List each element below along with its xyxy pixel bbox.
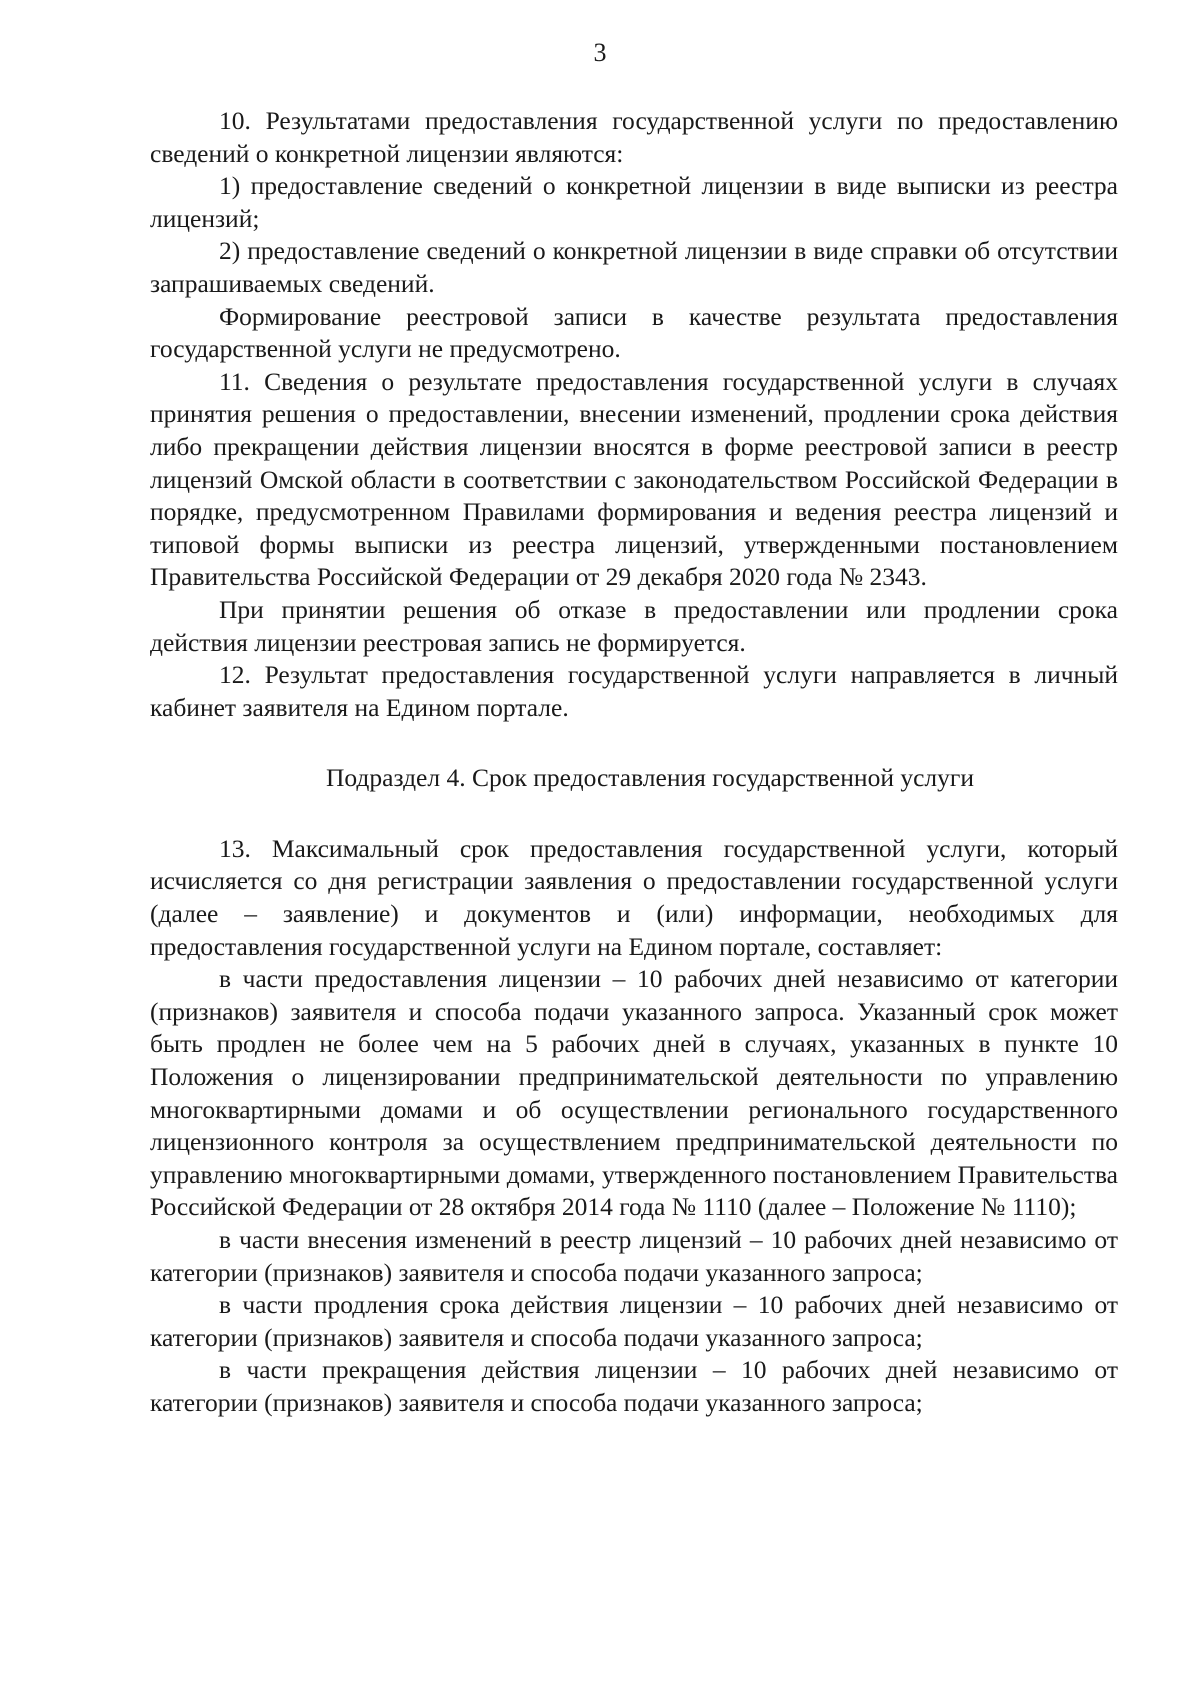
subsection-heading: Подраздел 4. Срок предоставления государственной услуги <box>326 763 974 793</box>
paragraph-12: 12. Результат предоставления государственной услуги направляется в личный кабинет заявителя на Едином портале. <box>150 660 1118 722</box>
paragraph-11-note: При принятии решения об отказе в предоставлении или продлении срока действия лицензии реестровая запись не формируется. <box>150 594 1118 657</box>
paragraph-10-item-2: 2) предоставление сведений о конкретной лицензии в виде справки об отсутствии запрашиваемых сведений. <box>150 236 1118 298</box>
paragraph-13-item-license-grant: в части предоставления лицензии – 10 рабочих дней независимо от категории (признаков) заявителя и способа подачи указанного запроса. Указанный срок может быть продлен не более чем на 5 рабочих дней в случаях, указанных в пункте 10 Положения о лицензировании предпринимательской деятельности по управлению многоквартирными домами и об осуществлении регионального государственного лицензионного контроля за осуществлением предпринимательской деятельности по управлению многоквартирными домами, утвержденного постановлением Правительства Российской Федерации от 28 октября 2014 года № 1110 (далее – Положение № 1110); <box>150 964 1118 1222</box>
paragraph-13-item-registry-changes: в части внесения изменений в реестр лицензий – 10 рабочих дней независимо от категории (признаков) заявителя и способа подачи указанного запроса; <box>150 1225 1118 1287</box>
paragraph-11: 11. Сведения о результате предоставления государственной услуги в случаях принятия решения о предоставлении, внесении изменений, продлении срока действия либо прекращении действия лицензии вносятся в форме реестровой записи в реестр лицензий Омской области в соответствии с законодательством Российской Федерации в порядке, предусмотренном Правилами формирования и ведения реестра лицензий и типовой формы выписки из реестра лицензий, утвержденными постановлением Правительства Российской Федерации от 29 декабря 2020 года № 2343. <box>150 366 1118 592</box>
paragraph-13-item-license-extension: в части продления срока действия лицензии – 10 рабочих дней независимо от категории (признаков) заявителя и способа подачи указанного запроса; <box>150 1290 1118 1352</box>
paragraph-13: 13. Максимальный срок предоставления государственной услуги, который исчисляется со дня регистрации заявления о предоставлении государственной услуги (далее – заявление) и документов и (или) информации, необходимых для предоставления государственной услуги на Едином портале, составляет: <box>150 833 1118 961</box>
paragraph-10-item-1: 1) предоставление сведений о конкретной лицензии в виде выписки из реестра лицензий; <box>150 171 1118 233</box>
paragraph-13-item-license-termination: в части прекращения действия лицензии – 10 рабочих дней независимо от категории (признаков) заявителя и способа подачи указанного запроса; <box>150 1355 1118 1417</box>
document-body <box>150 105 1118 1420</box>
paragraph-10: 10. Результатами предоставления государственной услуги по предоставлению сведений о конкретной лицензии являются: <box>150 106 1118 168</box>
page-number: 3 <box>593 38 607 67</box>
paragraph-10-note: Формирование реестровой записи в качестве результата предоставления государственной услуги не предусмотрено. <box>150 301 1118 364</box>
